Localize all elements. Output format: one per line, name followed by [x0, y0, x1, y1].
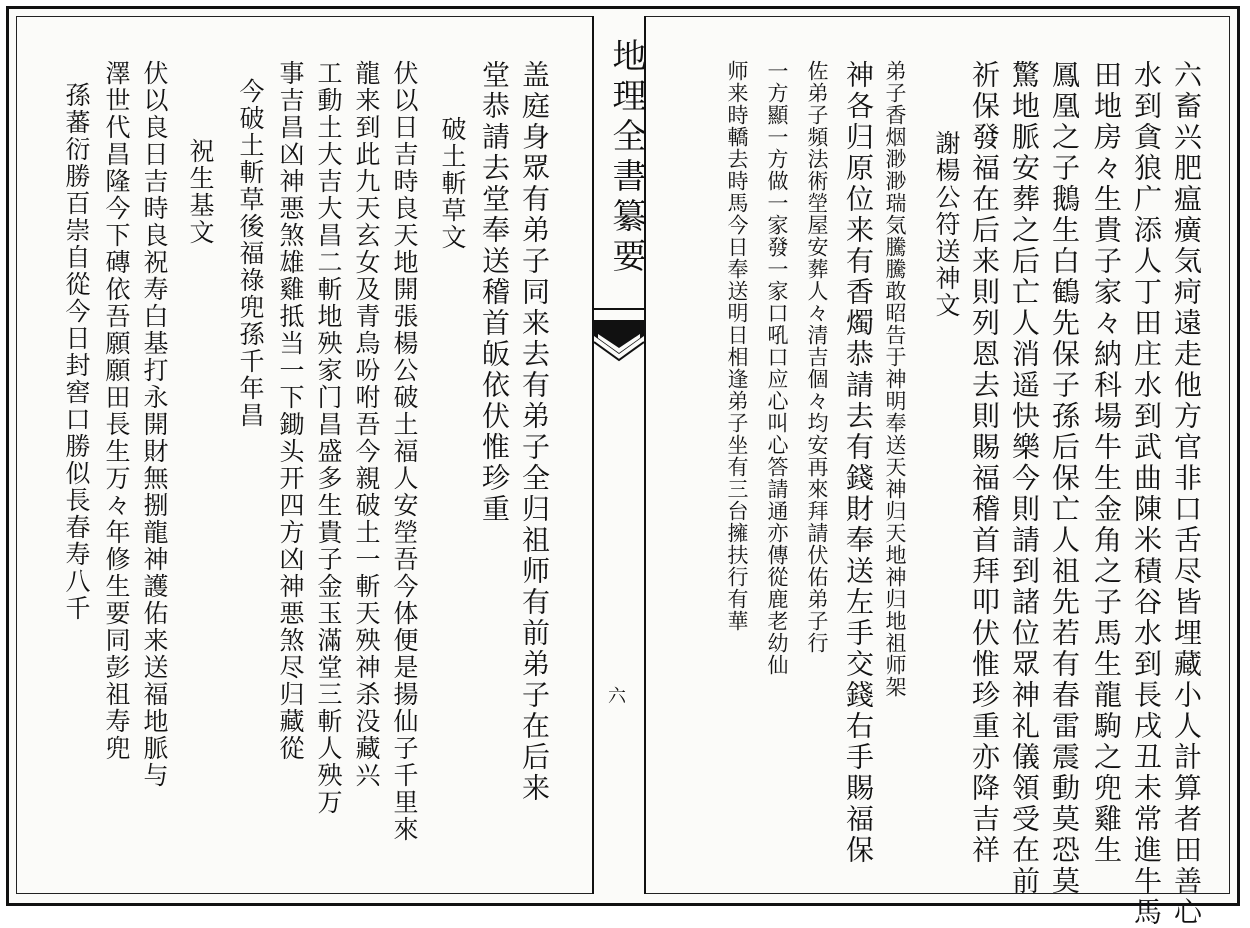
section-heading: 祝生基文 [186, 138, 215, 246]
text-column: 事吉昌凶神悪煞雄雞抵当一下鋤头开四方凶神悪煞尽归藏從 [276, 60, 305, 762]
book-spine-gutter [592, 16, 646, 894]
title-divider [594, 308, 644, 310]
section-heading: 破土斬草文 [438, 116, 467, 251]
text-column: 孫蕃衍勝百崇自從今日封窖口勝似長春寿八千 [62, 82, 91, 622]
text-column: 水到貪狼广添人丁田庄水到武曲陳米積谷水到長戌丑未常進牛馬 [1130, 60, 1163, 928]
fish-tail-ornament-icon [594, 320, 644, 364]
text-column: 六畜兴肥瘟癀気疴遠走他方官非口舌尽皆埋藏小人計算者田善心 [1170, 60, 1203, 928]
text-column: 今破土斬草後福祿兜孫千年昌 [236, 78, 265, 429]
text-column: 祈保發福在后来則列恩去則賜福稽首拜叩伏惟珍重亦降吉祥 [968, 60, 1001, 866]
section-heading: 謝楊公符送神文 [932, 130, 961, 319]
text-column: 龍来到此九天玄女及青烏吩咐吾今親破土一斬天殃神杀没藏兴 [352, 60, 381, 789]
text-column: 工動土大吉大昌二斬地殃家门昌盛多生貴子金玉滿堂三斬人殃万 [314, 60, 343, 816]
page-number: 六 [608, 686, 626, 707]
text-column: 伏以良日吉時良祝寿白基打永開財無捌龍神護佑来送福地脈与 [140, 60, 169, 789]
text-column: 佐弟子頻法術塋屋安葬人々清吉個々均安再來拜請伏佑弟子行 [805, 60, 829, 654]
text-column: 驚地脈安葬之后亡人消遥快樂今則請到諸位眾神礼儀領受在前 [1008, 60, 1041, 897]
text-column: 弟子香烟渺渺瑞気騰騰敢昭告于神明奉送天神归天地神归地祖师架 [883, 60, 907, 698]
text-column: 鳳凰之子鵝生白鶴先保子孫后保亡人祖先若有春雷震動莫恐莫 [1048, 60, 1081, 897]
text-column: 盖庭身眾有弟子同来去有弟子全归祖师有前弟子在后来 [518, 60, 551, 804]
text-column: 堂恭請去堂奉送稽首皈依伏惟珍重 [478, 60, 511, 525]
left-page [20, 26, 590, 888]
text-column: 伏以日吉時良天地開張楊公破土福人安塋吾今体便是揚仙子千里來 [390, 60, 419, 843]
text-column: 一方顯一方做一家發一家口吼口应心叫心答請通亦傳從鹿老幼仙 [765, 60, 789, 676]
book-title: 地理全書纂要 [606, 38, 646, 278]
text-column: 田地房々生貴子家々納科場牛生金角之子馬生龍駒之兜雞生 [1090, 60, 1123, 866]
text-column: 师来時轎去時馬今日奉送明日相逢弟子坐有三台擁扶行有華 [725, 60, 749, 632]
text-column: 神各归原位来有香燭恭請去有錢財奉送左手交錢右手賜福保 [842, 60, 875, 866]
text-column: 澤世代昌隆今下磚依吾願願田長生万々年修生要同彭祖寿兜 [102, 60, 131, 762]
right-page [648, 26, 1220, 928]
